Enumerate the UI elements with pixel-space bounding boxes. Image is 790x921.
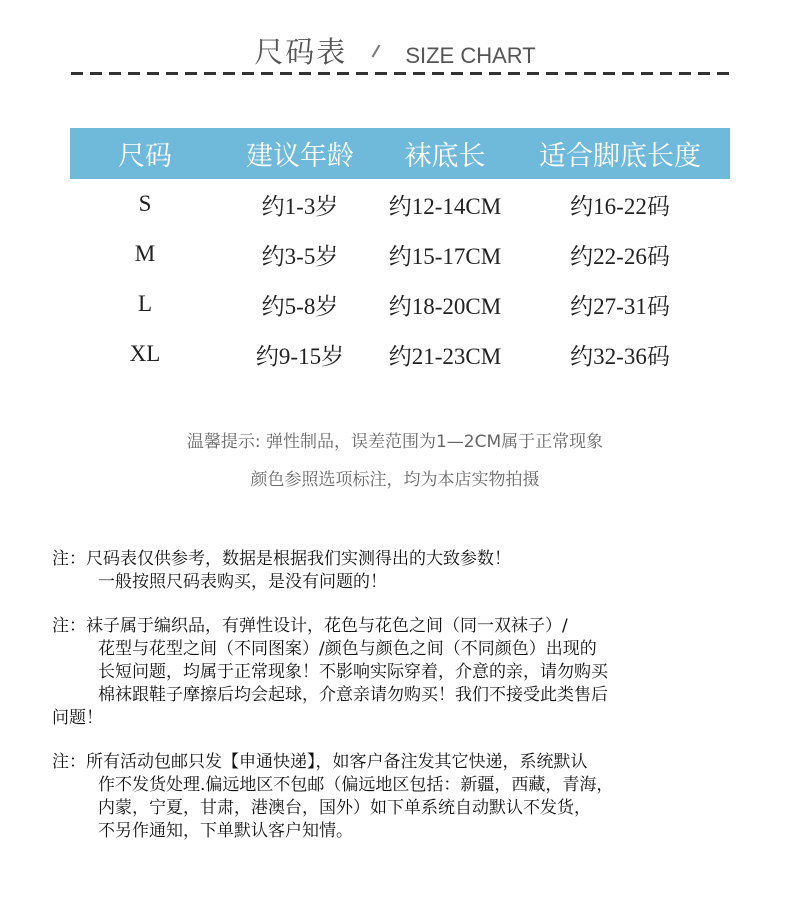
cell-age: 约1-3岁	[261, 193, 339, 219]
size-table	[70, 128, 730, 379]
cell-size: L	[137, 291, 153, 316]
note-line: 注：尺码表仅供参考，数据是根据我们实测得出的大致参数！	[52, 549, 511, 569]
cell-age: 约9-15岁	[255, 343, 345, 369]
tip-color: 颜色参照选项标注，均为本店实物拍摄	[250, 470, 540, 490]
cell-age: 约3-5岁	[261, 243, 339, 269]
note-line: 问题！	[52, 708, 103, 728]
title-cn: 尺码表	[254, 35, 348, 69]
note-line: 不另作通知，下单默认客户知情。	[98, 821, 353, 841]
note-line: 长短问题，均属于正常现象！不影响实际穿着，介意的亲，请勿购买	[98, 662, 608, 682]
table-row	[70, 229, 730, 279]
cell-size: XL	[129, 341, 161, 366]
size-table-header	[70, 128, 730, 179]
cell-age: 约5-8岁	[261, 293, 339, 319]
header-size: 尺码	[118, 141, 172, 172]
cell-sock-length: 约12-14CM	[388, 193, 502, 219]
cell-foot-length: 约27-31码	[570, 293, 670, 319]
note-size-reference	[52, 548, 762, 594]
cell-sock-length: 约15-17CM	[388, 243, 502, 269]
cell-sock-length: 约18-20CM	[388, 293, 502, 319]
note-line: 作不发货处理.偏远地区不包邮（偏远地区包括：新疆，西藏，青海，	[98, 775, 614, 795]
header-foot-length: 适合脚底长度	[539, 141, 701, 172]
tips-block	[0, 430, 790, 506]
header-age: 建议年龄	[246, 141, 354, 172]
note-knit-material	[52, 615, 762, 730]
note-line: 棉袜跟鞋子摩擦后均会起球，介意亲请勿购买！我们不接受此类售后	[98, 685, 608, 705]
tip-elasticity: 温馨提示: 弹性制品，误差范围为1—2CM属于正常现象	[186, 432, 604, 452]
title-divider-slash	[372, 44, 381, 57]
chart-header	[0, 30, 790, 71]
note-line: 注：所有活动包邮只发【申通快递】，如客户备注发其它快递，系统默认	[52, 752, 588, 772]
notes-block	[52, 548, 762, 864]
note-line: 一般按照尺码表购买，是没有问题的！	[98, 572, 387, 592]
note-shipping	[52, 751, 762, 843]
table-row	[70, 329, 730, 379]
cell-sock-length: 约21-23CM	[388, 343, 502, 369]
dashed-divider	[71, 72, 733, 75]
cell-size: S	[138, 191, 152, 216]
table-row	[70, 279, 730, 329]
note-line: 注：袜子属于编织品，有弹性设计，花色与花色之间（同一双袜子）/	[52, 616, 568, 636]
note-line: 内蒙，宁夏，甘肃，港澳台，国外）如下单系统自动默认不发货，	[98, 798, 591, 818]
cell-foot-length: 约22-26码	[570, 243, 670, 269]
table-row	[70, 179, 730, 229]
note-line: 花型与花型之间（不同图案）/颜色与颜色之间（不同颜色）出现的	[98, 639, 597, 659]
cell-foot-length: 约32-36码	[570, 343, 670, 369]
cell-size: M	[134, 241, 156, 266]
cell-foot-length: 约16-22码	[570, 193, 670, 219]
title-en: SIZE CHART	[405, 42, 536, 68]
header-sock-length: 袜底长	[404, 141, 486, 172]
